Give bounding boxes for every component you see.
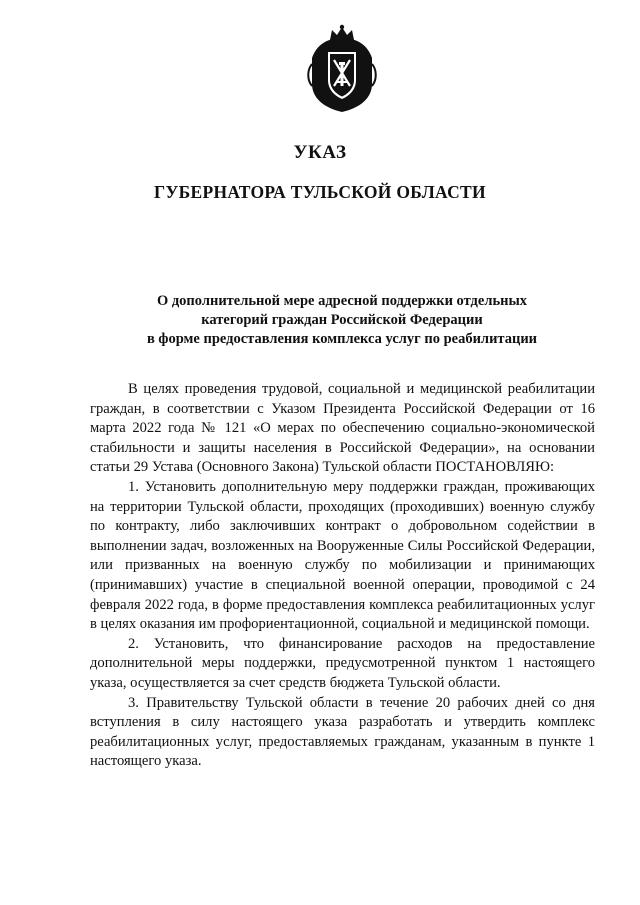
preamble-paragraph: В целях проведения трудовой, социальной и медицинской реабилитации граждан, в соответствии с Указом Президента Российской Федерации от 16 марта 2022 года № 121 «О мерах по обеспечению социально-экономической стабильности и защиты населения в Российской Федерации», на основании статьи 29 Устава (Основного Закона) Тульской области ПОСТАНОВЛЯЮ:	[90, 381, 595, 476]
decree-subject	[100, 292, 584, 349]
decree-heading: УКАЗ	[293, 142, 347, 163]
issuer-title: ГУБЕРНАТОРА ТУЛЬСКОЙ ОБЛАСТИ	[154, 182, 486, 202]
subject-line: в форме предоставления комплекса услуг по реабилитации	[146, 331, 538, 347]
decree-body	[90, 380, 595, 772]
subject-line: О дополнительной мере адресной поддержки отдельных	[156, 293, 528, 309]
clause-paragraph-3: 3. Правительству Тульской области в течение 20 рабочих дней со дня вступления в силу настоящего указа разработать и утвердить комплекс реабилитационных услуг, предоставляемых гражданам, указанным в пункте 1 настоящего указа.	[90, 694, 595, 770]
clause-paragraph-2: 2. Установить, что финансирование расходов на предоставление дополнительной меры поддержки, предусмотренной пунктом 1 настоящего указа, осуществляется за счет средств бюджета Тульской области.	[90, 635, 595, 691]
clause-paragraph-1: 1. Установить дополнительную меру поддержки граждан, проживающих на территории Тульской области, проходящих (проходивших) военную службу по контракту, либо заключивших контракт о добровольном содействии в выполнении задач, возложенных на Вооруженные Силы Российской Федерации, или призванных на военную службу по мобилизации и принимающих (принимавших) участие в специальной военной операции, проводимой с 24 февраля 2022 года, в форме предоставления комплекса реабилитационных услуг в целях оказания им профориентационной, социальной и медицинской помощи.	[90, 478, 595, 633]
subject-line: категорий граждан Российской Федерации	[201, 312, 483, 328]
tula-region-coat-of-arms-icon	[306, 24, 378, 114]
